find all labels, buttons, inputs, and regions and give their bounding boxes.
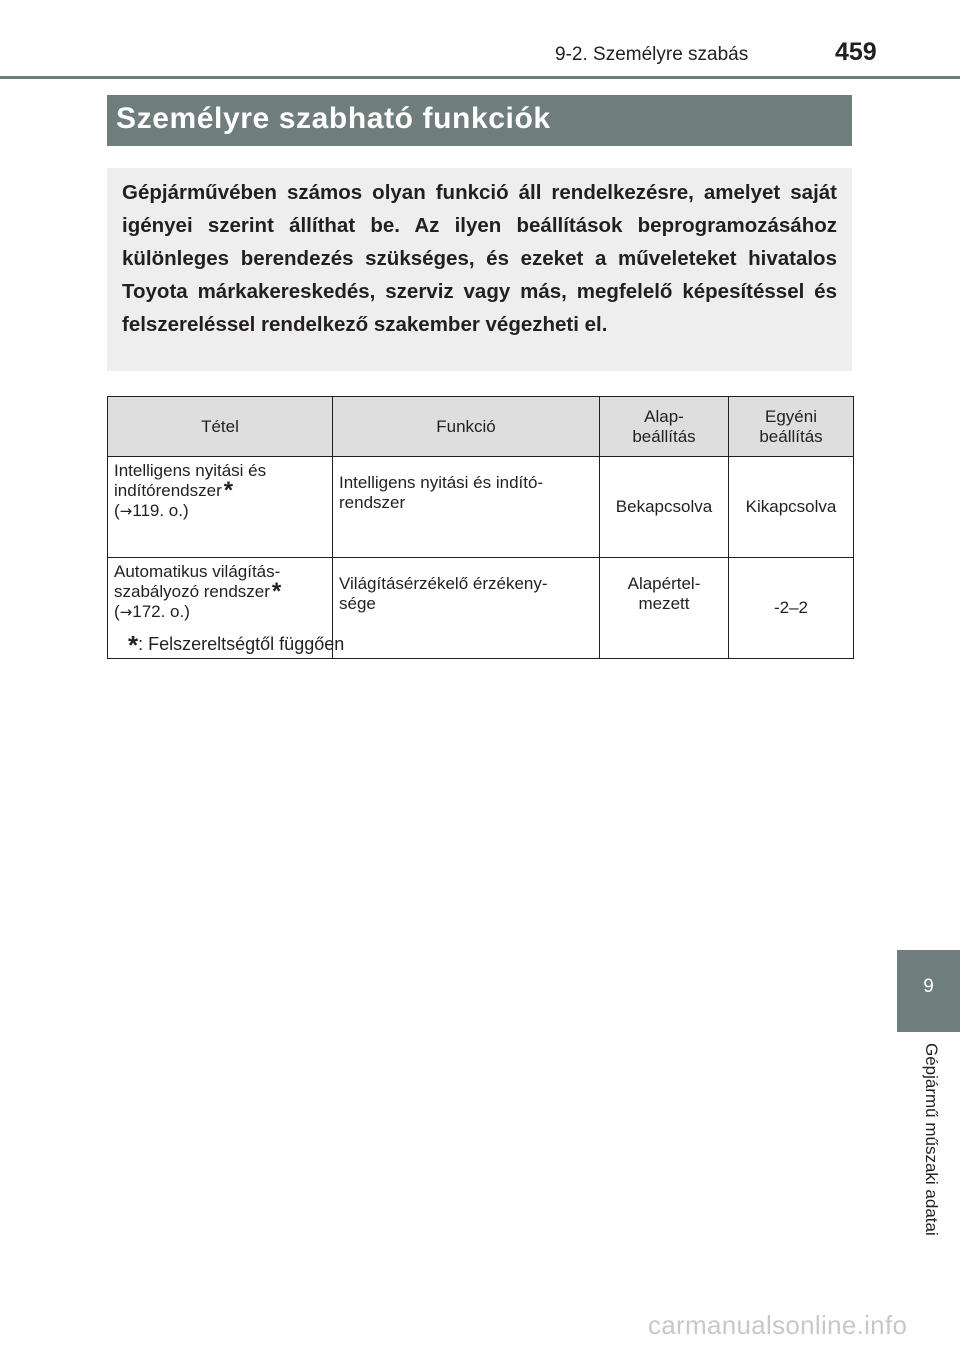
cell-default [600,558,729,659]
asterisk-marker: * [271,578,282,605]
header-item: Tétel [108,397,333,457]
header-function: Funkció [333,397,600,457]
watermark: carmanualsonline.info [648,1310,908,1340]
header-custom-line2: beállítás [759,426,823,446]
cell-custom: -2–2 [729,558,854,659]
item-line1: Intelligens nyitási és [114,461,267,480]
function-line1: Világításérzékelő érzékeny- [339,574,548,593]
default-line2: mezett [638,594,690,613]
function-line1: Intelligens nyitási és indító- [339,473,544,492]
header-default-line1: Alap- [644,406,684,426]
cell-item: Intelligens nyitási és indítórendszer* (→119. o.) [108,457,333,558]
arrow-right-icon: → [119,502,133,520]
table-header-row [108,397,854,457]
table-row [108,457,854,558]
arrow-right-icon: → [119,603,133,621]
title-band [107,95,852,146]
chapter-label: Gépjármű műszaki adatai [922,1043,941,1236]
cell-function [333,558,600,659]
header-divider [0,76,960,79]
footnote-marker: * [128,630,139,660]
intro-text: Gépjárművében számos olyan funkció áll rendelkezésre, amelyet saját igényei szerint állíthat be. Az ilyen beállítások beprogramozásához különleges berendezés szükséges, és ezeket a műveleteket hivatalos Toyota márkakereskedés, szerviz vagy más, megfelelő képesítéssel és felszereléssel rendelkező szakember végezheti el. [122,181,837,336]
page-title: Személyre szabható funkciók [116,102,551,135]
page-number: 459 [835,38,877,66]
cell-default [600,457,729,558]
default-value: Bekapcsolva [615,497,713,516]
intro-box [107,168,852,371]
item-line1: Automatikus világítás- [114,562,281,581]
page-reference: 119. o.) [132,501,189,520]
chapter-tab [897,950,960,1032]
header-default [600,397,729,457]
cell-custom: Kikapcsolva [729,457,854,558]
function-line2: rendszer [339,493,406,512]
function-line2: sége [339,594,376,613]
item-line2: indítórendszer [114,481,222,500]
footnote-text: : Felszereltségtől függően [138,634,345,654]
asterisk-marker: * [223,477,234,504]
header-custom [729,397,854,457]
page-reference: 172. o.) [132,602,190,621]
section-heading: 9-2. Személyre szabás [555,44,749,65]
footnote [128,630,344,661]
item-line2: szabályozó rendszer [114,582,270,601]
header-custom-line1: Egyéni [765,406,817,426]
cell-function [333,457,600,558]
settings-table [107,396,854,659]
header-default-line2: beállítás [632,426,696,446]
default-line1: Alapértel- [627,574,701,593]
chapter-number: 9 [923,976,934,997]
cell-item: Automatikus világítás- szabályozó rendszer* (→172. o.) [108,558,333,659]
